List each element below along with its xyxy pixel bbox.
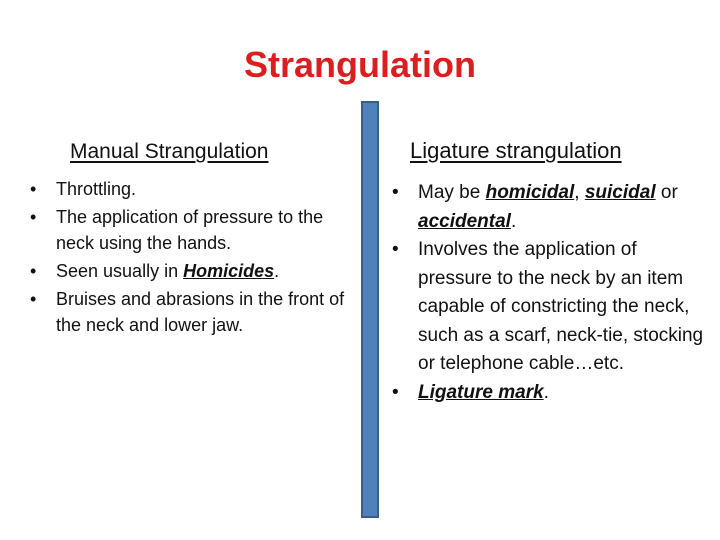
left-column-heading: Manual Strangulation <box>70 140 269 163</box>
bullet-text: The application of pressure to the neck using the hands. <box>56 207 324 253</box>
bullet-text: Bruises and abrasions in the front of the neck and lower jaw. <box>56 289 345 335</box>
bullet-text: . <box>510 210 517 232</box>
emphasized-term: homicidal <box>485 182 575 203</box>
bullet-item <box>392 379 708 408</box>
right-column-heading: Ligature strangulation <box>410 138 622 163</box>
bullet-dot: • <box>392 182 399 203</box>
slide-title: Strangulation <box>244 44 476 85</box>
emphasized-term: Homicides <box>183 261 275 281</box>
bullet-item <box>392 236 708 379</box>
bullet-dot: • <box>30 261 37 281</box>
left-bullet-list <box>30 176 352 340</box>
emphasized-term: suicidal <box>584 182 656 203</box>
bullet-item <box>392 179 708 236</box>
bullet-text: or <box>655 182 678 203</box>
bullet-text: May be <box>418 182 486 203</box>
right-bullet-list <box>392 179 708 407</box>
bullet-item <box>30 176 352 202</box>
bullet-text: . <box>274 261 280 281</box>
bullet-text: Throttling. <box>56 179 137 199</box>
bullet-dot: • <box>392 239 399 260</box>
bullet-text: Involves the application of pressure to the neck by an item capable of constricting the neck, such as a scarf, neck-tie, stocking or telephone cable…etc. <box>418 239 704 374</box>
bullet-item <box>30 258 352 284</box>
vertical-divider-bar <box>361 101 379 518</box>
bullet-item <box>30 204 352 256</box>
bullet-dot: • <box>392 381 399 403</box>
bullet-dot: • <box>30 289 37 309</box>
bullet-item <box>30 286 352 338</box>
bullet-dot: • <box>30 179 37 199</box>
emphasized-term: accidental <box>418 210 511 232</box>
bullet-text: Seen usually in <box>56 261 184 281</box>
emphasized-term: Ligature mark <box>418 381 544 403</box>
bullet-text: , <box>574 182 585 203</box>
bullet-text: . <box>543 381 549 403</box>
bullet-dot: • <box>30 207 37 227</box>
